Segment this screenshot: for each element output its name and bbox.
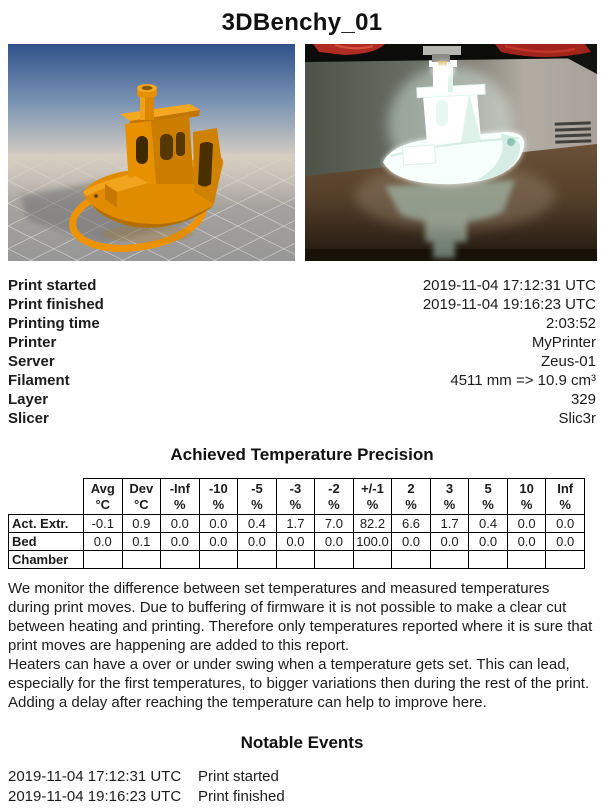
column-header: -Inf %: [161, 479, 200, 515]
table-header-row: [9, 479, 585, 515]
temperature-precision-table: [8, 478, 585, 569]
column-header: 2 %: [392, 479, 431, 515]
temp-cell: -0.1: [84, 515, 123, 533]
temp-cell: 0.0: [84, 533, 123, 551]
temp-cell: [199, 551, 238, 569]
temp-cell: 100.0: [353, 533, 392, 551]
detail-label: Filament: [8, 372, 70, 389]
row-label: Chamber: [9, 551, 84, 569]
table-row-chamber: [9, 551, 585, 569]
column-header: 3 %: [430, 479, 469, 515]
notable-events-list: [8, 767, 596, 806]
temp-cell: [546, 551, 585, 569]
detail-row: [8, 295, 596, 314]
column-header: -10 %: [199, 479, 238, 515]
gcode-render-image: [8, 44, 295, 261]
detail-row: [8, 333, 596, 352]
detail-row: [8, 352, 596, 371]
column-header: -5 %: [238, 479, 277, 515]
temp-cell: 0.0: [199, 533, 238, 551]
detail-label: Layer: [8, 391, 49, 408]
temp-cell: 0.0: [315, 533, 354, 551]
temp-cell: [469, 551, 508, 569]
temp-cell: 0.4: [469, 515, 508, 533]
detail-row: [8, 314, 596, 333]
detail-label: Printing time: [8, 315, 100, 332]
detail-value: Zeus-01: [540, 353, 596, 370]
temp-cell: 0.0: [546, 533, 585, 551]
temp-cell: 0.0: [507, 515, 546, 533]
temp-cell: [238, 551, 277, 569]
temp-cell: 0.4: [238, 515, 277, 533]
column-header: Inf %: [546, 479, 585, 515]
column-header: -3 %: [276, 479, 315, 515]
temp-cell: 7.0: [315, 515, 354, 533]
column-header: Dev °C: [122, 479, 161, 515]
column-header: +/-1 %: [353, 479, 392, 515]
event-time: 2019-11-04 19:16:23 UTC: [8, 787, 182, 805]
notable-events-heading: Notable Events: [240, 733, 364, 752]
table-row-act-extr: [9, 515, 585, 533]
temp-cell: [276, 551, 315, 569]
event-text: Print started: [198, 768, 279, 785]
temp-cell: 0.0: [430, 533, 469, 551]
temp-cell: 0.0: [199, 515, 238, 533]
detail-row: [8, 371, 596, 390]
detail-label: Printer: [8, 334, 57, 351]
report-title: 3DBenchy_01: [221, 9, 383, 36]
detail-value: MyPrinter: [531, 334, 596, 351]
detail-row: [8, 276, 596, 295]
row-label: Act. Extr.: [9, 515, 84, 533]
description-paragraph: Heaters can have a over or under swing when a temperature gets set. This can lead, especially for the first temperatures, to bigger variations then during the rest of the print. Adding a delay after reaching the temperature can help to improve here.: [8, 656, 590, 711]
column-header: -2 %: [315, 479, 354, 515]
column-header: Avg °C: [84, 479, 123, 515]
table-row-bed: [9, 533, 585, 551]
column-header: 10 %: [507, 479, 546, 515]
detail-value: 329: [570, 391, 596, 408]
print-details: [8, 276, 596, 428]
detail-row: [8, 390, 596, 409]
event-row: [8, 767, 596, 787]
temp-cell: 6.6: [392, 515, 431, 533]
temp-cell: [122, 551, 161, 569]
row-label: Bed: [9, 533, 84, 551]
detail-label: Slicer: [8, 410, 49, 427]
temp-cell: 1.7: [430, 515, 469, 533]
temp-cell: 0.0: [469, 533, 508, 551]
temp-cell: [392, 551, 431, 569]
webcam-photo-image: [305, 44, 597, 261]
temp-cell: 0.0: [276, 533, 315, 551]
temp-cell: 82.2: [353, 515, 392, 533]
description-paragraph: We monitor the difference between set temperatures and measured temperatures during print moves. Due to buffering of firmware it is not possible to make a clear cut between heating and printing. Therefore only temperatures reported where it is sure that print moves are happening are added to this report.: [8, 580, 593, 654]
detail-label: Server: [8, 353, 55, 370]
temp-cell: 1.7: [276, 515, 315, 533]
temp-cell: [84, 551, 123, 569]
column-header: 5 %: [469, 479, 508, 515]
images-row: [0, 44, 604, 261]
detail-label: Print finished: [8, 296, 104, 313]
temp-cell: [161, 551, 200, 569]
temp-cell: [353, 551, 392, 569]
temp-cell: [430, 551, 469, 569]
detail-row: [8, 409, 596, 428]
temp-cell: 0.9: [122, 515, 161, 533]
event-text: Print finished: [198, 787, 285, 805]
detail-value: Slic3r: [558, 410, 596, 427]
event-row: [8, 787, 596, 807]
temp-cell: 0.0: [161, 533, 200, 551]
temperature-description: [8, 579, 594, 712]
detail-value: 4511 mm => 10.9 cm³: [450, 372, 596, 389]
temp-cell: 0.0: [546, 515, 585, 533]
detail-value: 2019-11-04 17:12:31 UTC: [422, 277, 596, 294]
event-time: 2019-11-04 17:12:31 UTC: [8, 768, 182, 785]
temp-cell: 0.0: [161, 515, 200, 533]
temp-cell: 0.0: [238, 533, 277, 551]
temp-cell: 0.0: [507, 533, 546, 551]
temp-cell: 0.1: [122, 533, 161, 551]
detail-value: 2:03:52: [545, 315, 596, 332]
temp-cell: [507, 551, 546, 569]
detail-value: 2019-11-04 19:16:23 UTC: [422, 296, 596, 313]
temperature-precision-heading: Achieved Temperature Precision: [170, 445, 434, 464]
temp-cell: [315, 551, 354, 569]
temp-cell: 0.0: [392, 533, 431, 551]
table-corner-cell: [9, 479, 84, 515]
detail-label: Print started: [8, 277, 97, 294]
